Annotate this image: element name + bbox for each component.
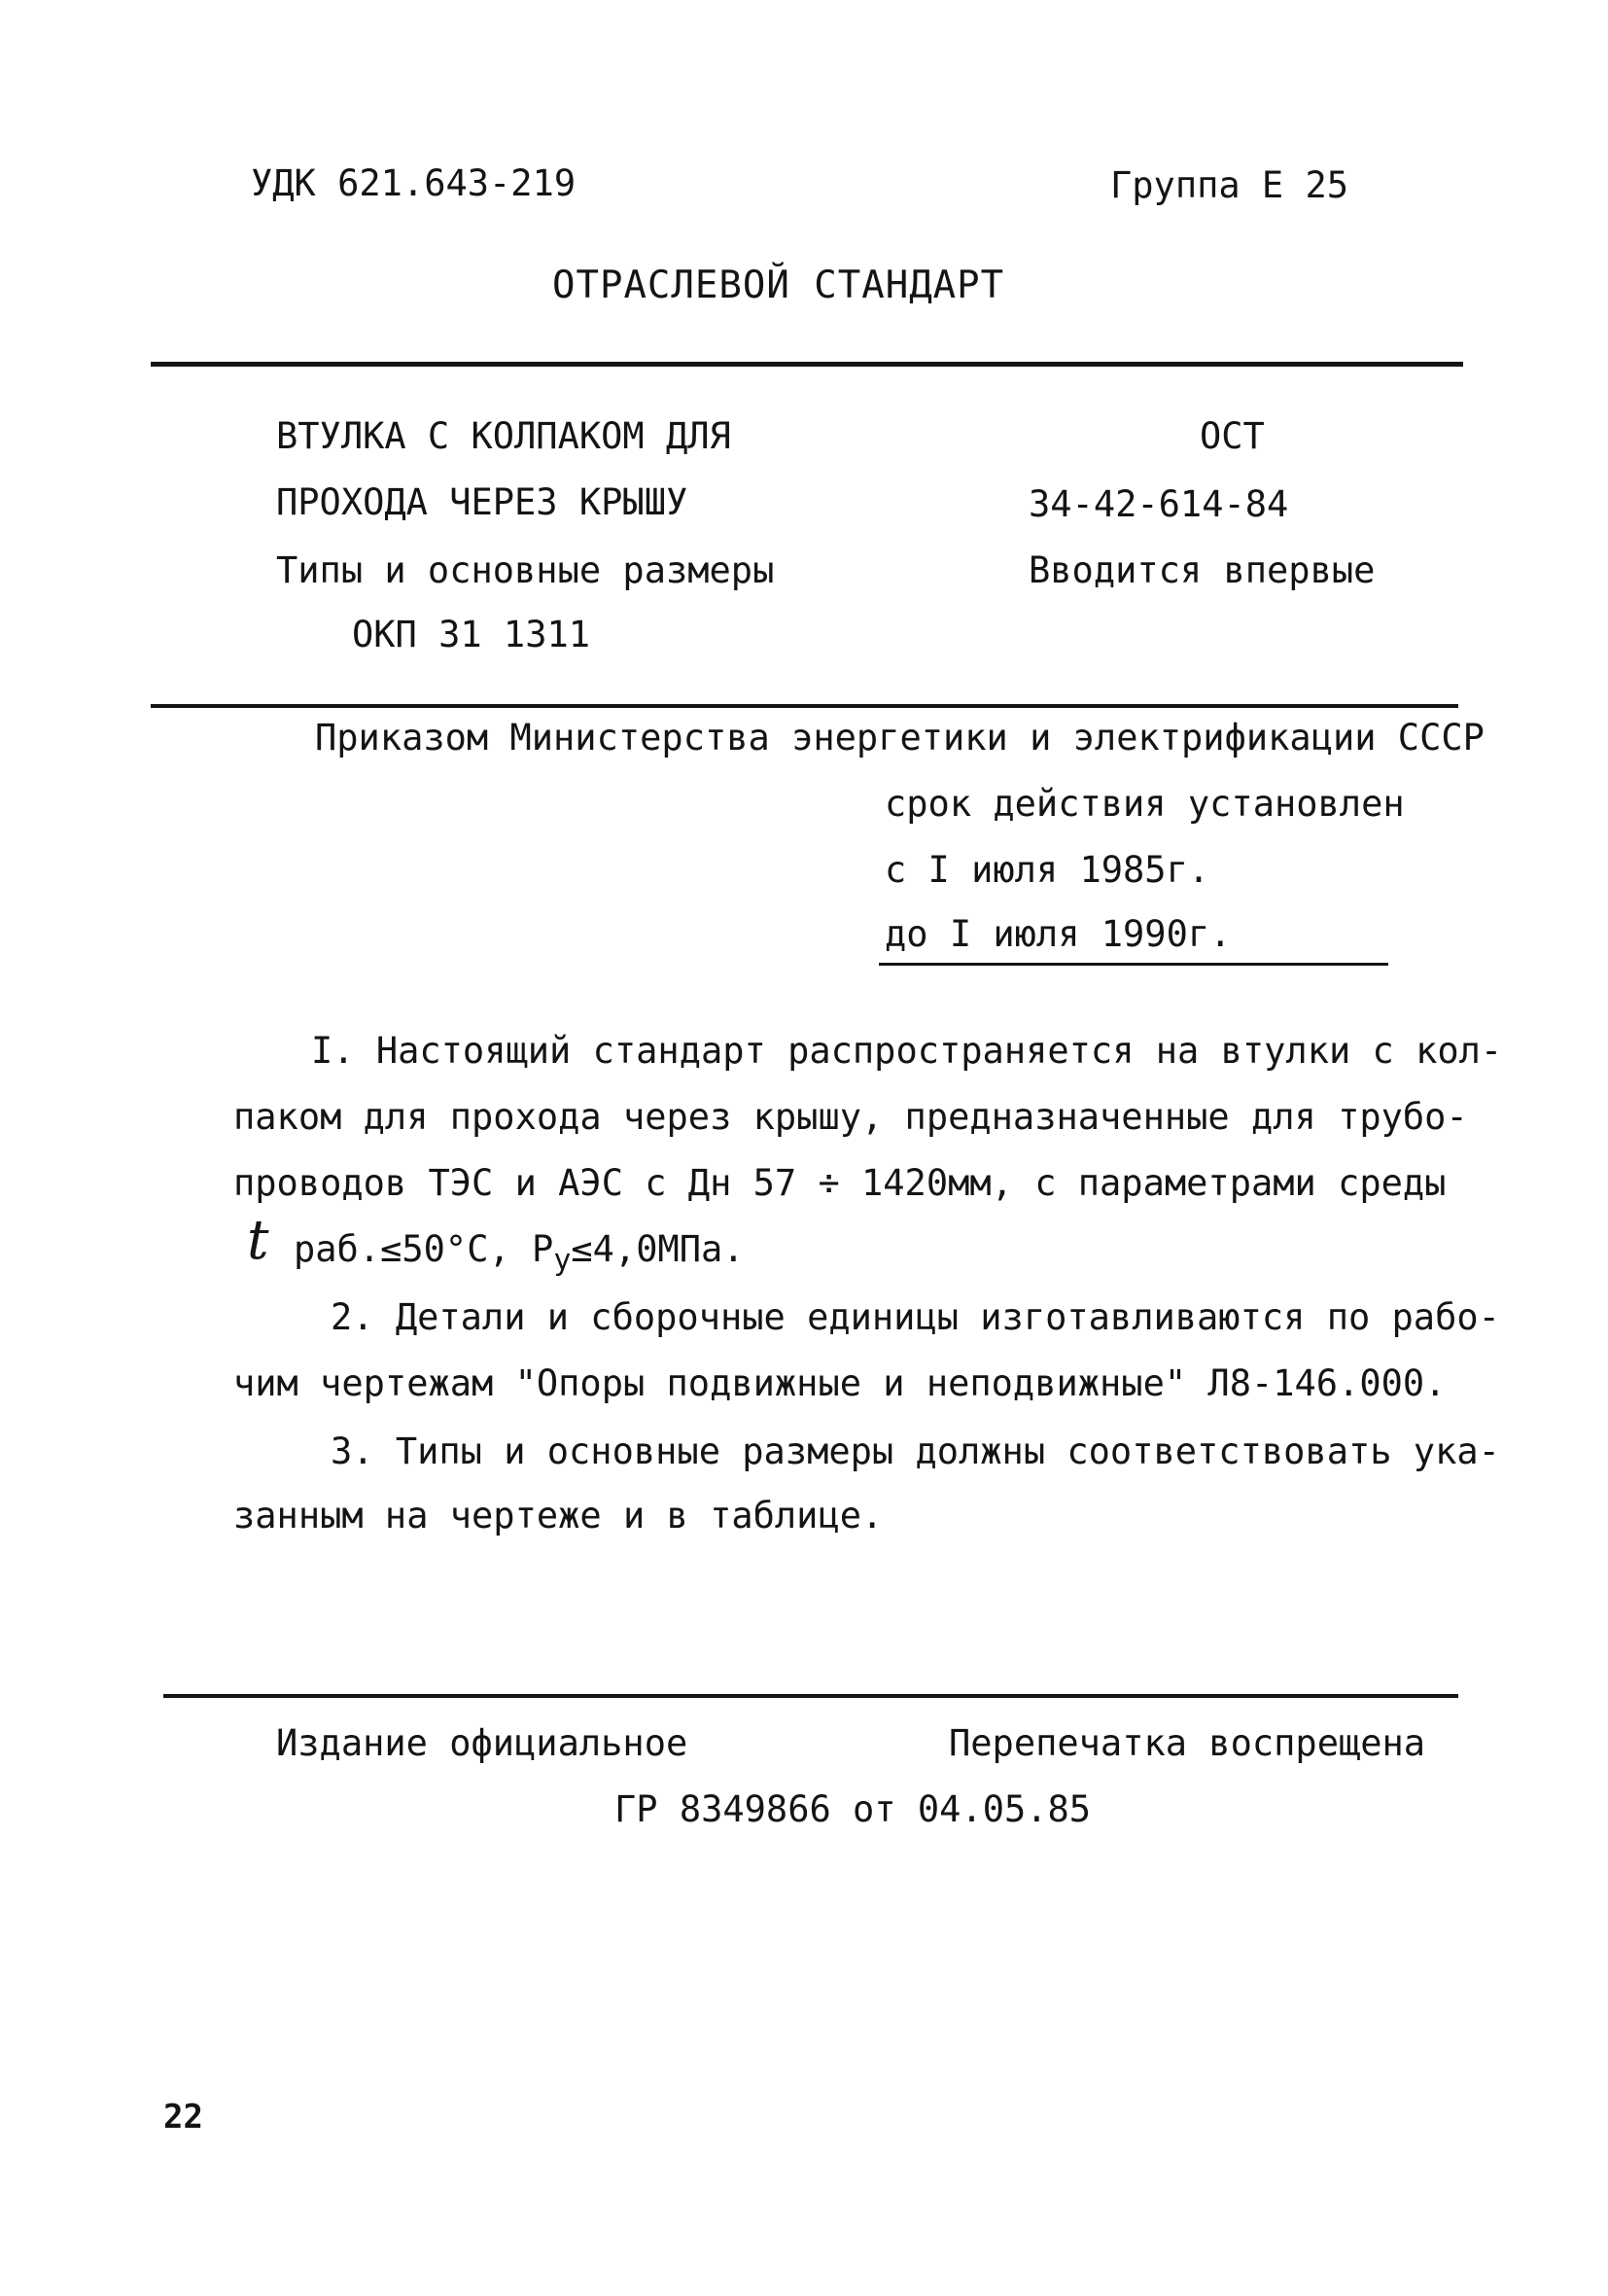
introduced-note: Вводится впервые <box>1029 549 1376 591</box>
standard-type-heading: ОТРАСЛЕВОЙ СТАНДАРТ <box>552 264 1005 307</box>
edition-note: Издание официальное <box>276 1722 688 1764</box>
middle-rule <box>151 704 1458 708</box>
okp-code: ОКП 31 1311 <box>352 614 591 655</box>
registration-number: ГР 8349866 от 04.05.85 <box>614 1788 1092 1830</box>
reprint-note: Перепечатка воспрещена <box>949 1722 1426 1764</box>
validity-underline <box>879 963 1388 966</box>
footer-rule <box>163 1694 1458 1698</box>
paragraph-2-line-2: чим чертежам "Опоры подвижные и неподвижные" Л8-146.000. <box>233 1362 1447 1404</box>
paragraph-1-line-1: I. Настоящий стандарт распространяется на втулки с кол- <box>311 1030 1503 1072</box>
ost-label: ОСТ <box>1200 415 1265 457</box>
paragraph-3-line-1: 3. Типы и основные размеры должны соответствовать ука- <box>331 1431 1500 1472</box>
paragraph-1-line-2: паком для прохода через крышу, предназначенные для трубо- <box>233 1096 1468 1138</box>
order-line-2: срок действия установлен <box>885 783 1405 825</box>
page-number: 22 <box>163 2098 203 2137</box>
paragraph-1-line-3: проводов ТЭС и АЭС с Дн 57 ÷ 1420мм, с параметрами среды <box>233 1162 1447 1204</box>
title-line-1: ВТУЛКА С КОЛПАКОМ ДЛЯ <box>276 415 731 457</box>
validity-start: с I июля 1985г. <box>885 849 1210 891</box>
order-line-1: Приказом Министерства энергетики и электрификации СССР <box>315 717 1485 759</box>
top-rule <box>151 362 1463 367</box>
temperature-symbol: t <box>247 1209 269 1272</box>
udk-code: УДК 621.643-219 <box>251 162 577 204</box>
title-line-2: ПРОХОДА ЧЕРЕЗ КРЫШУ <box>276 481 688 523</box>
ost-number: 34-42-614-84 <box>1029 483 1289 525</box>
subtitle: Типы и основные размеры <box>276 549 775 591</box>
validity-end: до I июля 1990г. <box>885 913 1232 955</box>
group-code: Группа Е 25 <box>1110 164 1349 206</box>
paragraph-2-line-1: 2. Детали и сборочные единицы изготавливаются по рабо- <box>331 1296 1500 1338</box>
paragraph-3-line-2: занным на чертеже и в таблице. <box>233 1495 884 1537</box>
paragraph-1-line-4: раб.≤50°С, $Р_у\le 4,0МПа$. <box>294 1228 745 1278</box>
